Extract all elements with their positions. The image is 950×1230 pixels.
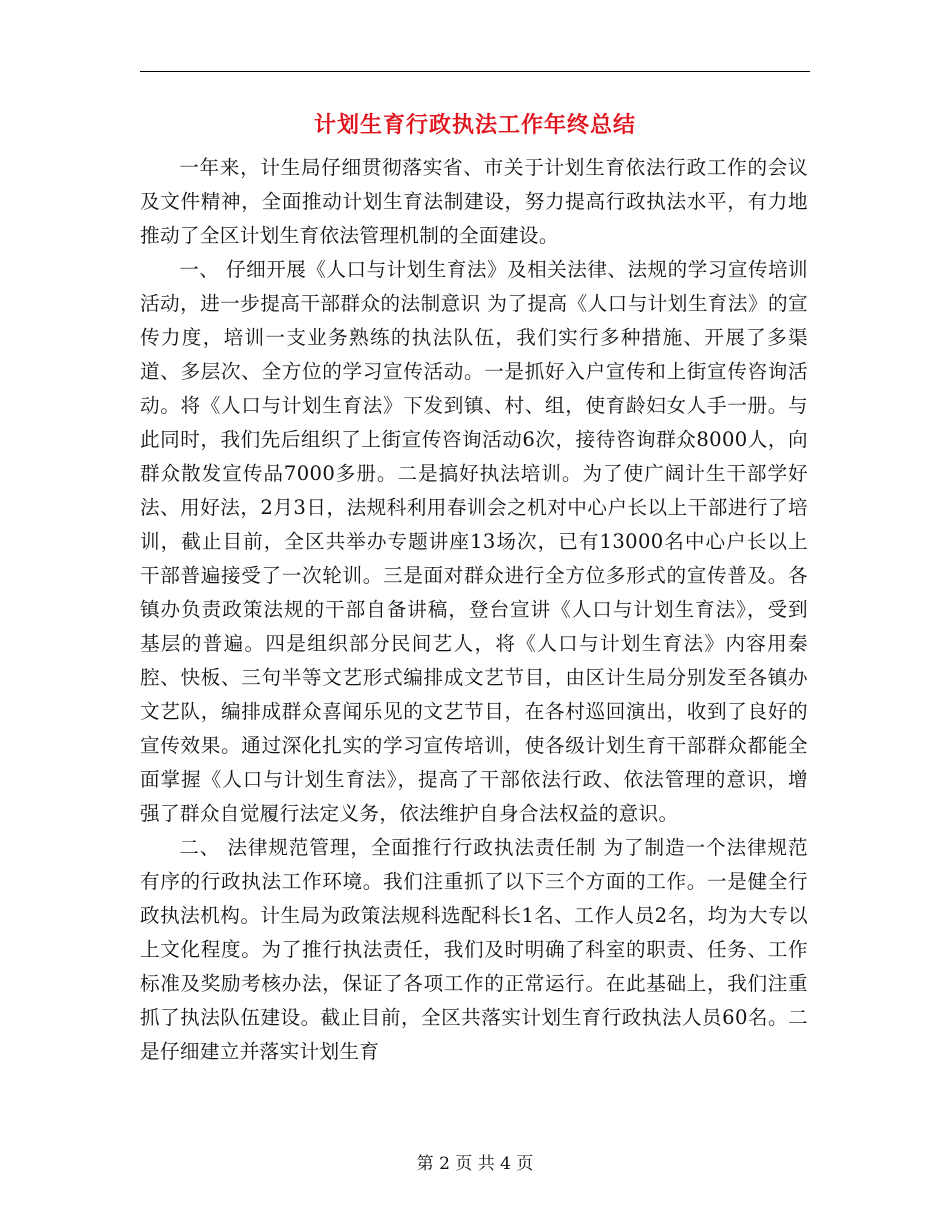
page-number-footer: 第 2 页 共 4 页: [416, 1154, 534, 1174]
header-rule: [140, 71, 810, 72]
paragraph-section-2: 二、 法律规范管理，全面推行行政执法责任制 为了制造一个法律规范有序的行政执法工作环境。我们注重抓了以下三个方面的工作。一是健全行政执法机构。计生局为政策法规科选配科长1名、工作人员2名，均为大专以上文化程度。为了推行执法责任，我们及时明确了科室的职责、任务、工作标准及奖励考核办法，保证了各项工作的正常运行。在此基础上，我们注重抓了执法队伍建设。截止目前，全区共落实计划生育行政执法人员60名。二是仔细建立并落实计划生育: [140, 836, 808, 1063]
document-body: [140, 151, 808, 1069]
document-title: 计划生育行政执法工作年终总结: [313, 112, 636, 138]
paragraph-intro: 一年来，计生局仔细贯彻落实省、市关于计划生育依法行政工作的会议及文件精神，全面推动计划生育法制建设，努力提高行政执法水平，有力地推动了全区计划生育依法管理机制的全面建设。: [140, 156, 808, 247]
paragraph-section-1: 一、 仔细开展《人口与计划生育法》及相关法律、法规的学习宣传培训活动，进一步提高干部群众的法制意识 为了提高《人口与计划生育法》的宣传力度，培训一支业务熟练的执法队伍，我们实行多种措施、开展了多渠道、多层次、全方位的学习宣传活动。一是抓好入户宣传和上街宣传咨询活动。将《人口与计划生育法》下发到镇、村、组，使育龄妇女人手一册。与此同时，我们先后组织了上街宣传咨询活动6次，接待咨询群众8000人，向群众散发宣传品7000多册。二是搞好执法培训。为了使广阔计生干部学好法、用好法，2月3日，法规科利用春训会之机对中心户长以上干部进行了培训，截止目前，全区共举办专题讲座13场次，已有13000名中心户长以上干部普遍接受了一次轮训。三是面对群众进行全方位多形式的宣传普及。各镇办负责政策法规的干部自备讲稿，登台宣讲《人口与计划生育法》，受到基层的普遍。四是组织部分民间艺人，将《人口与计划生育法》内容用秦腔、快板、三句半等文艺形式编排成文艺节目，由区计生局分别发至各镇办文艺队，编排成群众喜闻乐见的文艺节目，在各村巡回演出，收到了良好的宣传效果。通过深化扎实的学习宣传培训，使各级计划生育干部群众都能全面掌握《人口与计划生育法》，提高了干部依法行政、依法管理的意识，增强了群众自觉履行法定义务，依法维护自身合法权益的意识。: [140, 258, 808, 825]
